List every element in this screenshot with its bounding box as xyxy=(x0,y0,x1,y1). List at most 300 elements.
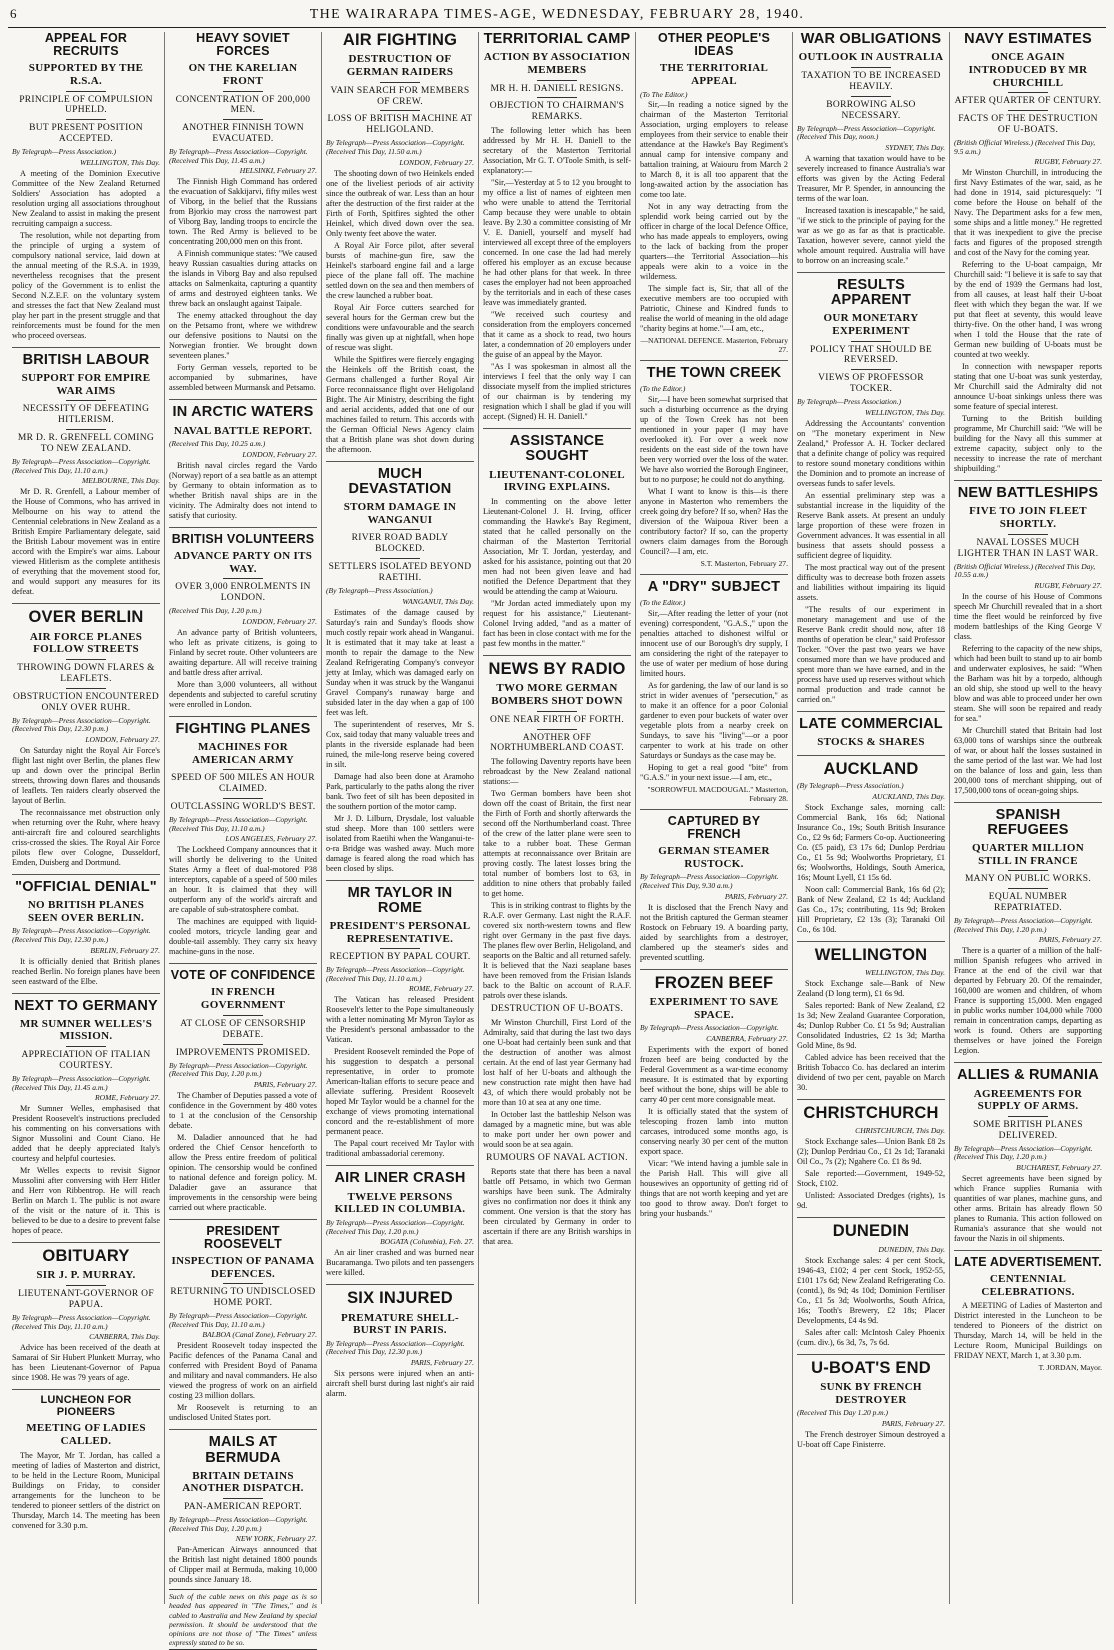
article-paragraph: What I want to know is this—is there anyone in Masterton who remembers the creek going dry before? If so, when? Has the diversion of the Waipoua River been a contributory factor? If so, can the property owners claim damages from the Borough Council?—I am, etc. xyxy=(640,487,788,556)
article-credit: (To The Editor.) xyxy=(640,89,688,99)
deck-rule xyxy=(1008,870,1048,871)
article-body xyxy=(169,1091,317,1213)
deck-rule xyxy=(66,400,106,401)
article-paragraph: In October last the battleship Nelson was damaged by a magnetic mine, but was able to make port under her own power and would soon be at sea again. xyxy=(483,1110,631,1150)
article-body xyxy=(797,979,945,1093)
article-headline: CAPTURED BY FRENCH xyxy=(667,813,761,841)
article-credit: By Telegraph—Press Association—Copyright. (Received This Day, 1.20 p.m.) xyxy=(954,1143,1093,1162)
article-paragraph: The resolution, while not departing from the principle of urging a system of compulsory national service, laid down at the annual meeting of the R.S.A. in 1939, nevertheless recognises that the present policy of the Government is to enlist the Second N.Z.E.F. on the voluntary system and stresses the fact that New Zealand must play her part in the present struggle and that reinforcements must be found for the men who proceed overseas. xyxy=(12,230,160,340)
article xyxy=(797,711,945,749)
article-credit: (To the Editor.) xyxy=(640,598,686,608)
deck-rule xyxy=(223,91,263,92)
article-headline: NAVY ESTIMATES xyxy=(964,31,1092,47)
article-body xyxy=(169,845,317,957)
article-paragraph: Damage had also been done at Aramoho Park, particularly to the paths along the river bank. Two feet of silt has been deposited in the southern portion of the motor camp. xyxy=(326,771,474,811)
article-paragraph: Addressing the Accountants' convention on "The monetary experiment in New Zealand," Professor A. H. Tocker declared that a definite change of policy was required to restore sound monetary conditions within the Dominion and to promote an increase of overseas funds to safer levels. xyxy=(797,418,945,488)
article-deck: TWELVE PERSONS KILLED IN COLUMBIA. xyxy=(334,1190,466,1216)
article-subhead: RUMOURS OF NAVAL ACTION. xyxy=(486,1153,628,1164)
article-dateline: WANGANUI, This Day. xyxy=(402,596,474,606)
article-dateline: BUCHAREST, February 27. xyxy=(1016,1163,1102,1173)
article-deck: MR SUMNER WELLES'S MISSION. xyxy=(19,1017,153,1043)
article-deck: RECEPTION BY PAPAL COURT. xyxy=(329,952,471,963)
deck-rule xyxy=(851,67,891,68)
article-credit: By Telegraph—Press Association—Copyright. (Received This Day, 11.45 a.m.) xyxy=(12,1073,151,1092)
article-headline: SPANISH REFUGEES xyxy=(987,806,1069,838)
article-body xyxy=(954,168,1102,474)
deck-rule xyxy=(1008,534,1048,535)
article-deck: STORM DAMAGE IN WANGANUI xyxy=(343,500,457,526)
article-paragraph: There is a quarter of a million of the half-million Spanish refugees who arrived in France at the end of the civil war that departed by February 20. Of the remainder, 160,000 are women and children, of whom France is supporting 15,000. Men engaged in public works number 104,000 while 7000 remain in concentration camps, departing as work is found. Others are supporting themselves or have joined the Foreign Legion. xyxy=(954,946,1102,1056)
article-paragraph: Mr Welles expects to revisit Signor Mussolini after conversing with Herr Hitler and Herr von Ribbentrop. He will reach Berlin on March 1. The public is not aware of the visit or the nature of it. This is believed to be due to a desire to prevent false hopes of peace. xyxy=(12,1166,160,1236)
article-headline: LATE COMMERCIAL xyxy=(799,715,943,732)
article-credit: By Telegraph—Press Association—Copyright. (Received This Day, 11.10 a.m.) xyxy=(12,457,151,475)
article-credit: By Telegraph—Press Association—Copyright. (Received This Day, 11.45 a.m.) xyxy=(169,147,308,165)
deck-rule xyxy=(223,1015,263,1016)
article-paragraph: A meeting of the Dominion Executive Committee of the New Zealand Returned Soldiers' Association has adopted a resolution urging all associations throughout New Zealand to assist in making the present recruiting campaign a success. xyxy=(12,168,160,228)
newspaper-columns xyxy=(8,31,1106,1647)
article-paragraph: "Mr Jordan acted immediately upon my request for his assistance," Lieutenant-Colonel Irving added, "and as a matter of fact has been in close contact with me for the past few months in the matter." xyxy=(483,598,631,648)
article-dateline: PARIS, February 27. xyxy=(410,1358,474,1368)
article-signature: S.T. Masterton, February 27. xyxy=(700,559,788,568)
article-headline: AUCKLAND xyxy=(823,759,919,778)
article-body xyxy=(169,628,317,710)
article-headline: WELLINGTON xyxy=(814,945,928,964)
article-credit: (To the Editor.) xyxy=(640,384,686,394)
article-headline: MUCH DEVASTATION xyxy=(348,465,452,497)
article-paragraph: Mr D. R. Grenfell, a Labour member of the House of Commons, who has arrived in Melbourne on his way to attend the Centennial celebrations in New Zealand as a British Empire Parliamentary delegate, said the British Labour movement was in entire accord with the Empire's war aims. Labour viewed Hitlerism as the complete antithesis of everything that the movement stood for, and would support any measures for its defeat. xyxy=(12,487,160,597)
article-headline: AIR LINER CRASH xyxy=(334,1170,466,1187)
article-body xyxy=(483,126,631,422)
article-headline: AIR FIGHTING xyxy=(342,31,458,49)
article-paragraph: The simple fact is, Sir, that all of the executive members are too occupied with Patriotic, Chinese and Kindred funds to realise the world of meaning in the old adage "charity begins at home."—I am, etc., xyxy=(640,284,788,334)
article-credit: By Telegraph—Press Association—Copyright. (Received This Day, 11.50 a.m.) xyxy=(326,138,465,156)
article-credit: By Telegraph—Press Association—Copyright. (Received This Day, 12.30 p.m.) xyxy=(12,926,151,944)
article-paragraph: It is officially stated that the system of telescoping frozen lamb into mutton carcases, introduced some months ago, is conserving nearly 30 per cent of the mutton export space. xyxy=(640,1106,788,1156)
article-deck: MANY ON PUBLIC WORKS. xyxy=(964,874,1092,885)
article-deck: SIR J. P. MURRAY. xyxy=(36,1269,136,1282)
article-body xyxy=(12,487,160,597)
article-credit: (Received This Day, 1.20 p.m.) xyxy=(169,606,262,616)
article-body xyxy=(640,609,788,783)
masthead-title: THE WAIRARAPA TIMES-AGE, WEDNESDAY, FEBRUARY 28, 1940. xyxy=(309,7,805,22)
article-paragraph: Stock Exchange sales, morning call: Commercial Bank, 16s 6d; National Insurance Co., 19s; South British Insurance Co., £2 9s 6d; Farmers Co-op. Auctioneering Co. (£5 paid), £3 17s 6d; Dunlop Perdriau Co., £1 5s 9d; Woolworths Proprietary, £1 6s; Woolworths, Holdings, South America, 16s; Mount Lyell, £1 15s 6d. xyxy=(797,802,945,882)
article-deck: RETURNING TO UNDISCLOSED HOME PORT. xyxy=(170,1287,316,1309)
article-paragraph: A Finnish communique states: "We caused heavy Russian casualties during attacks on the islands in Viborg Bay and also repulsed attacks on Salmenkaita, capturing a quantity of arms and destroyed eighteen tanks. We threw back an onslaught against Taipale. xyxy=(169,249,317,309)
article-dateline: ROME, February 27. xyxy=(95,1093,160,1103)
article-paragraph: A Royal Air Force pilot, after several bursts of machine-gun fire, saw the Heinkel's starboard engine fail and a large piece of the plane fall off. The machine settled down on the sea and then members of the crew launched a rubber boat. xyxy=(326,240,474,300)
article-body xyxy=(640,903,788,963)
deck-rule xyxy=(66,429,106,430)
article-body xyxy=(12,957,160,987)
article xyxy=(640,809,788,963)
article-paragraph: In commenting on the above letter Lieutenant-Colonel J. H. Irving, officer commanding the Hawke's Bay Regiment, stated that he called personally on the chairman of the Masterton Territorial Association, Mr T. Jordan, yesterday, and asked for his assistance, pointing out that 20 men had not been given leave and had notified the Defence Department that they would be attending the camp at Waiouru. xyxy=(483,496,631,596)
article-paragraph: The following Daventry reports have been rebroadcast by the New Zealand national stations:— xyxy=(483,757,631,787)
article-credit: (By Telegraph—Press Association.) xyxy=(326,585,433,595)
deck-rule xyxy=(380,558,420,559)
article-deck: QUARTER MILLION STILL IN FRANCE xyxy=(972,842,1084,867)
article-body xyxy=(326,1248,474,1278)
article-headline: DUNEDIN xyxy=(832,1222,910,1241)
article-body xyxy=(169,1545,317,1585)
column xyxy=(793,32,950,1604)
article-body xyxy=(954,946,1102,1056)
article xyxy=(797,755,945,935)
article-body xyxy=(169,1341,317,1423)
article-paragraph: An air liner crashed and was burned near Bucaramanga. Two pilots and ten passengers were killed. xyxy=(326,1248,474,1278)
article-paragraph: Unlisted: Associated Dredges (rights), 1s 9d. xyxy=(797,1191,945,1211)
article-paragraph: Vicar: "We intend having a jumble sale in the Parish Hall. This will give all housewives an opportunity of getting rid of things that are not worth keeping and yet are too good to throw away. Don't forget to bring your husbands." xyxy=(640,1158,788,1218)
article-deck: OVER 3,000 ENROLMENTS IN LONDON. xyxy=(175,582,311,604)
article-dateline: CANBERRA, February 27. xyxy=(706,1033,788,1043)
article-deck: NAVAL LOSSES MUCH LIGHTER THAN IN LAST WAR. xyxy=(957,537,1099,559)
article xyxy=(169,963,317,1212)
article-headline: PRESIDENT ROOSEVELT xyxy=(204,1223,282,1251)
article-paragraph: In the course of his House of Commons speech Mr Churchill revealed that in a short time the fleet would be reinforced by five modern battleships of the King George V class. xyxy=(954,591,1102,641)
article xyxy=(169,32,317,393)
article-deck: NO BRITISH PLANES SEEN OVER BERLIN. xyxy=(27,899,145,924)
article-headline: MAILS AT BERMUDA xyxy=(205,1434,281,1466)
deck-rule xyxy=(380,110,420,111)
article xyxy=(12,993,160,1237)
article-dateline: BERLIN, February 27. xyxy=(90,945,160,955)
article xyxy=(954,480,1102,796)
column xyxy=(479,32,636,1604)
article-credit: By Telegraph—Press Association—Copyright. (Received This Day, 11.10 a.m.) xyxy=(12,1312,151,1331)
article-headline: "OFFICIAL DENIAL" xyxy=(15,878,157,895)
deck-rule xyxy=(66,1046,106,1047)
article-paragraph: The Vatican has released President Roosevelt's letter to the Pope simultaneously with a letter nominating Mr Myron Taylor as the President's personal ambassador to the Vatican. xyxy=(326,995,474,1045)
article-headline: A "DRY" SUBJECT xyxy=(647,579,781,595)
article-paragraph: The most practical way out of the present difficulty was to decrease both frozen assets and liabilities without impairing its liquid assets. xyxy=(797,562,945,602)
article-body xyxy=(954,1301,1102,1361)
article-body xyxy=(12,1104,160,1236)
article-dateline: LONDON, February 27. xyxy=(242,616,317,626)
article-deck: THE TERRITORIAL APPEAL xyxy=(659,62,769,87)
article-credit: By Telegraph—Press Association—Copyright. (Received This Day, 1.20 p.m.) xyxy=(169,1060,308,1079)
article xyxy=(483,655,631,1247)
article-headline: ALLIES & RUMANIA xyxy=(957,1067,1099,1084)
article xyxy=(797,272,945,705)
article-paragraph: While the Spitfires were fiercely engaging the Heinkels off the British coast, the Germans challenged a further Royal Air Force reconnaissance flight over Heligoland Bight. The Air Ministry, describing the fight and aerial accidents, added that one of our machines failed to return. This accords with the German Official News Agency claim that a British plane was shot down during the afternoon. xyxy=(326,354,474,454)
article-paragraph: An essential preliminary step was a substantial increase in the liquidity of the Reserve Bank assets. At present an unduly large proportion of these were frozen in Government advances. It was essential in all business that assets should possess a sufficient degree of liquidity. xyxy=(797,490,945,560)
article-deck: INSPECTION OF PANAMA DEFENCES. xyxy=(171,1255,315,1280)
article-paragraph: British naval circles regard the Vardo (Norway) report of a sea battle as an attempt by Germany to obtain information as to whether British naval ships are in the vicinity. The Admiralty does not intend to satisfy that curiosity. xyxy=(169,460,317,520)
article-dateline: BALBOA (Canal Zone), February 27. xyxy=(202,1330,317,1340)
article-paragraph: Sale reported:—Government, 1949-52, Stock, £102. xyxy=(797,1169,945,1189)
article-deck: PAN-AMERICAN REPORT. xyxy=(184,1502,302,1513)
article-paragraph: "As I was spokesman in almost all the interviews I feel that the only way I can dissociate myself from the implied strictures of our chairman is by tendering my resignation which I shall be glad if you will accept. (Signed) H. H. Daniell." xyxy=(483,362,631,422)
article-headline: BRITISH VOLUNTEERS xyxy=(171,531,315,546)
article-deck: DESTRUCTION OF GERMAN RAIDERS xyxy=(346,53,454,78)
article xyxy=(326,32,474,455)
article-credit: By Telegraph—Press Association.) xyxy=(797,397,902,407)
article-paragraph: Referring to the U-boat campaign, Mr Churchill said: "I believe it is safe to say that by the end of 1939 the Germans had lost, from all causes, at least half their U-boat fleet with which they began the war. If we put that fleet at seventy, this would leave thirty-five. On the other hand, I was wrong when I told the House that the rate of German new building of U-boats must be counted at two weekly. xyxy=(954,260,1102,360)
article-paragraph: Mr Winston Churchill, First Lord of the Admiralty, said that during the last two days one U-boat had certainly been sunk and that the destruction of another was almost certain. At the end of last year Germany had lost half of her U-boats and although the new construction rate might then have had 43, of which there would probably not be more than 10 at sea at any one time. xyxy=(483,1018,631,1108)
article-body xyxy=(483,757,631,1247)
article-deck: AT CLOSE OF CENSORSHIP DEBATE. xyxy=(180,1018,306,1040)
deck-rule xyxy=(851,369,891,370)
deck-rule xyxy=(380,529,420,530)
deck-rule xyxy=(66,1285,106,1286)
article xyxy=(954,1062,1102,1244)
article-paragraph: Turning to the British building programme, Mr Churchill said: "We will be building for the Navy all this summer at extreme capacity, subject only to the necessity to increase the rate of merchant shipbuilding." xyxy=(954,414,1102,474)
article-paragraph: Increased taxation is inescapable," he said, "if we stick to the principle of paying for the war as we go as far as that is practicable. Taxation, however severe, cannot yield the whole amount required. Australia will have to borrow on an increasing scale." xyxy=(797,205,945,265)
article-deck: RIVER ROAD BADLY BLOCKED. xyxy=(351,533,449,555)
article-paragraph: Mr J. D. Lilburn, Drysdale, lost valuable stud sheep. More than 100 settlers were isolated from Raetihi when the Wanganui-te-o-ra Bridge was washed away. Much more damage is feared along the road which has been closed by slips. xyxy=(326,813,474,873)
article-deck: PRINCIPLE OF COMPULSION UPHELD. xyxy=(19,94,153,116)
article-paragraph: Sales after call: McIntosh Caley Phoenix (cum. div.), 6s 3d, 7s, 7s 6d. xyxy=(797,1327,945,1347)
article-dateline: HELSINKI, February 27. xyxy=(239,166,317,176)
article-headline: WAR OBLIGATIONS xyxy=(800,31,942,47)
article xyxy=(169,716,317,958)
masthead xyxy=(8,6,1106,28)
deck-rule xyxy=(66,91,106,92)
article-body xyxy=(326,1369,474,1399)
article-paragraph: Mr Churchill stated that Britain had lost 63,000 tons of warships since the outbreak of war, or about half the losses sustained in the same period of the last war. We had lost on the balance of loss and gain, less than 200,000 tons of merchant shipping, out of 17,500,000 tons of ocean-going ships. xyxy=(954,725,1102,795)
article-body xyxy=(169,177,317,393)
article-paragraph: Cabled advice has been received that the British Tobacco Co. has declared an interim dividend of two per cent, payable on March 30. xyxy=(797,1052,945,1092)
article-credit: By Telegraph—Press Association—Copyright. (Received This Day, 1.20 p.m.) xyxy=(326,1217,465,1236)
article-deck: LOSS OF BRITISH MACHINE AT HELIGOLAND. xyxy=(327,114,473,136)
page-number: 6 xyxy=(10,6,17,21)
article-body xyxy=(797,419,945,705)
article-paragraph: Referring to the capacity of the new ships, which had been built to stand up to air bomb and underwater explosives, he said: "When the Barham was hit by a torpedo, although an old ship, she stood up well to the heavy blow and was able to proceed under her own steam. She will soon be repaired and ready for sea." xyxy=(954,643,1102,723)
article-dateline: SYDNEY, This Day. xyxy=(885,142,945,152)
article xyxy=(797,1099,945,1211)
article-deck: LIEUTENANT-COLONEL IRVING EXPLAINS. xyxy=(489,468,625,494)
article-credit: By Telegraph—Press Association—Copyright. (Received This Day, 11.10 a.m.) xyxy=(169,815,308,833)
article-paragraph: An advance party of British volunteers, who left as private citizens, is going to Finland by secret route. Other volunteers are awaiting departure. All will receive training and battle dress after arrival. xyxy=(169,627,317,677)
article-deck: FACTS OF THE DESTRUCTION OF U-BOATS. xyxy=(958,114,1098,135)
article-deck: VAIN SEARCH FOR MEMBERS OF CREW. xyxy=(330,85,470,107)
article-paragraph: Mr Winston Churchill, in introducing the first Navy Estimates of the war, said, as he had done in 1914, said picturesquely: "I come before the House on behalf of the Navy. The Department asks for a few men, some ships and a little money." He regretted that it was inexpedient to give the precise facts and figures of the proposed strength and cost of the Navy for the coming year. xyxy=(954,168,1102,258)
article xyxy=(12,347,160,597)
article-headline: HEAVY SOVIET FORCES xyxy=(196,31,290,59)
article-deck: TWO MORE GERMAN BOMBERS SHOT DOWN xyxy=(491,682,623,707)
article-paragraph: Sir,—In reading a notice signed by the chairman of the Masterton Territorial Association, urging employers to release employees from their service to enable their attendance at the Hawke's Bay Regiment's annual camp for intensive company and battalion training, at Waiouru from March 2 to March 8, it is all too apparent that the long-awaited action by the association has come too late. xyxy=(640,100,788,200)
article-credit: By Telegraph—Press Association—Copyright. (Received This Day, 1.20 p.m.) xyxy=(954,916,1093,934)
article-headline: ASSISTANCE SOUGHT xyxy=(509,433,605,465)
article-deck: MACHINES FOR AMERICAN ARMY xyxy=(192,741,294,766)
article-body xyxy=(12,1451,160,1531)
article xyxy=(640,32,788,354)
article-body xyxy=(954,1174,1102,1244)
article-dateline: ROME, February 27. xyxy=(409,984,474,994)
article-paragraph: "Sir,—Yesterday at 5 to 12 you brought to my office a list of names of eighteen men who were unable to attend the Territorial Camp because they were unable to obtain leave. By 2.30 a committee consisting of Mr V. E. Daniell, yourself and myself had interviewed all except three of the employers concerned. In one case the lad had merely offered his employer as an excuse because he had other plans for that week. In three cases the employer had not been approached by the territorials and in each of these cases leave was immediately granted. xyxy=(483,178,631,308)
article-headline: TERRITORIAL CAMP xyxy=(483,31,631,47)
article-paragraph: Reports state that there has been a naval battle off Petsamo, in which two German warships have been sunk. The Admiralty gives no confirmation nor does it think any comment. One version is that the story has been circulated by Germany in order to ascertain if there are any British warships in that area. xyxy=(483,1167,631,1247)
article-subhead: DESTRUCTION OF U-BOATS. xyxy=(490,1004,624,1015)
article-body xyxy=(12,746,160,868)
article-headline: OTHER PEOPLE'S IDEAS xyxy=(657,31,771,59)
article-body xyxy=(954,592,1102,796)
article-body xyxy=(326,608,474,874)
article-dateline: LONDON, February 27. xyxy=(85,734,160,744)
article-headline: THE TOWN CREEK xyxy=(646,365,782,382)
deck-rule xyxy=(223,1044,263,1045)
article xyxy=(12,32,160,341)
article-dateline: WELLINGTON, This Day. xyxy=(79,157,160,167)
article-body xyxy=(797,1430,945,1450)
article-paragraph: More than 3,000 volunteers, all without dependents and subjected to careful scrutiny were enrolled in London. xyxy=(169,679,317,709)
article-credit: (Received This Day 1.20 p.m.) xyxy=(797,1408,889,1418)
article-paragraph: Sales reported: Bank of New Zealand, £2 1s 3d; New Zealand Guarantee Corporation, 4s; Dunlop Rubber Co. £1 5s 9d; Australian Consolidated Industries, £2 1s 3d; Martha Gold Mine, 8s 9d. xyxy=(797,1000,945,1050)
article xyxy=(640,969,788,1219)
article xyxy=(797,1354,945,1450)
article-deck: ACTION BY ASSOCIATION MEMBERS xyxy=(483,51,631,76)
article-deck: CENTENNIAL CELEBRATIONS. xyxy=(981,1273,1075,1298)
article-body xyxy=(12,1343,160,1383)
article xyxy=(483,428,631,649)
deck-rule xyxy=(223,1498,263,1499)
article-paragraph: President Roosevelt reminded the Pope of his suggestion to despatch a personal representative, in order to promote American-Italian efforts to secure peace and alleviate suffering. President Roosevelt hoped Mr Taylor would be a channel for the exchange of views promoting international concord and the re-establishment of more permanent peace. xyxy=(326,1047,474,1137)
deck-rule xyxy=(223,119,263,120)
article-deck: SOME BRITISH PLANES DELIVERED. xyxy=(973,1119,1083,1141)
article-deck: THROWING DOWN FLARES & LEAFLETS. xyxy=(17,662,155,684)
article-headline: FIGHTING PLANES xyxy=(175,720,311,737)
article-headline: APPEAL FOR RECRUITS xyxy=(44,31,128,59)
article-deck: ANOTHER FINNISH TOWN EVACUATED. xyxy=(182,123,304,145)
article-headline: RESULTS APPARENT xyxy=(830,276,912,309)
article-paragraph: The Chamber of Deputies passed a vote of confidence in the Government by 480 votes to 1 at the conclusion of the Censorship debate. xyxy=(169,1090,317,1130)
article-paragraph: The following letter which has been addressed by Mr H. H. Daniell to the secretary of the Masterton Territorial Association, Mr G. T. O'Toole Smith, is self-explanatory:— xyxy=(483,126,631,176)
article-body xyxy=(169,461,317,521)
article-body xyxy=(797,154,945,266)
article-deck: OUTCLASSING WORLD'S BEST. xyxy=(170,802,316,813)
article-signature: "SORROWFUL MACDOUGAL." Masterton, February 28. xyxy=(647,784,788,803)
article-body xyxy=(12,169,160,341)
article-body xyxy=(326,169,474,455)
article xyxy=(12,603,160,868)
article-deck: TAXATION TO BE INCREASED HEAVILY. xyxy=(801,70,941,92)
deck-rule xyxy=(1008,1116,1048,1117)
article-deck: POLICY THAT SHOULD BE REVERSED. xyxy=(810,344,932,366)
article-deck: AGREEMENTS FOR SUPPLY OF ARMS. xyxy=(973,1087,1083,1113)
article-paragraph: Advice has been received of the death at Samarai of Sir Hubert Plunkett Murray, who has been Lieutenant-Governor of Papua since 1908. He was 79 years of age. xyxy=(12,1343,160,1383)
article-paragraph: The Papal court received Mr Taylor with traditional ambassadorial ceremony. xyxy=(326,1139,474,1159)
deck-rule xyxy=(223,1283,263,1284)
article-credit: (Received This Day, 10.25 a.m.) xyxy=(169,439,266,449)
article-paragraph: The enemy attacked throughout the day on the Petsamo front, where we withdrew our defensive positions to Nautsi on the Norwegian frontier. We brought down seventeen planes." xyxy=(169,311,317,361)
article-paragraph: The Lockheed Company announces that it will shortly be delivering to the United States Army a fleet of dual-motored P38 interceptors, capable of a speed of 500 miles an hour. It is claimed that they will outperform any of the world's aircraft and are capable of sub-stratosphere combat. xyxy=(169,845,317,915)
article-credit: By Telegraph—Press Association—Copyright. xyxy=(640,1023,779,1033)
article-paragraph: This is in striking contrast to flights by the R.A.F. over Germany. Last night the R.A.F. covered six north-western towns and flew right over Germany in the past five days. The planes flew over Berlin, Heligoland, and seaports on the Baltic and all returned safely. It is believed that the Nazi seaplane bases have been removed from the Frisian Islands back to the Baltic on account of R.A.F. patrols over these islands. xyxy=(483,901,631,1001)
article-paragraph: Hoping to get a real good "bite" from "G.A.S." in your next issue.—I am, etc., xyxy=(640,762,788,782)
article-deck: NAVAL BATTLE REPORT. xyxy=(173,424,313,437)
article-paragraph: It is disclosed that the French Navy and not the British captured the German steamer Rostock on February 19. A boarding party, aided by searchlights from a destroyer, clambered up the steamer's sides and prevented scuttling. xyxy=(640,902,788,962)
article-credit: (British Official Wireless.) (Received This Day, 9.5 a.m.) xyxy=(954,137,1096,156)
article xyxy=(797,1217,945,1347)
article-deck: IN FRENCH GOVERNMENT xyxy=(200,986,286,1012)
article xyxy=(326,461,474,874)
article-deck: AFTER QUARTER OF CENTURY. xyxy=(954,96,1102,107)
deck-rule xyxy=(380,82,420,83)
article-deck: OBSTRUCTION ENCOUNTERED ONLY OVER RUHR. xyxy=(13,691,159,713)
article-body xyxy=(483,497,631,649)
article xyxy=(640,574,788,803)
deck-rule xyxy=(537,711,577,712)
article-deck: EQUAL NUMBER REPATRIATED. xyxy=(988,892,1068,914)
article-deck: FIVE TO JOIN FLEET SHORTLY. xyxy=(969,505,1087,531)
article-paragraph: Not in any way detracting from the splendid work being carried out by the officer in charge of the local Defence Office, who has made appeals to employers, owing to the lack of backing from the proper quarters—the Territorial Association—his appeals were akin to a voice in the wilderness. xyxy=(640,202,788,282)
article xyxy=(12,1389,160,1530)
article-headline: SIX INJURED xyxy=(347,1289,453,1308)
article-dateline: RUGBY, February 27. xyxy=(1034,580,1102,590)
article-deck: LIEUTENANT-GOVERNOR OF PAPUA. xyxy=(18,1289,154,1311)
article xyxy=(483,32,631,422)
article-dateline: WELLINGTON, This Day. xyxy=(864,407,945,417)
article-dateline: LONDON, February 27. xyxy=(242,449,317,459)
article xyxy=(12,1242,160,1383)
article-deck: BRITAIN DETAINS ANOTHER DISPATCH. xyxy=(182,1469,304,1495)
deck-rule xyxy=(537,80,577,81)
article xyxy=(326,1284,474,1399)
article-body xyxy=(640,1045,788,1219)
article xyxy=(954,32,1102,474)
article-dateline: PARIS, February 27. xyxy=(881,1418,945,1428)
article-dateline: LONDON, February 27. xyxy=(399,157,474,167)
article-paragraph: Experiments with the export of boned frozen beef are being conducted by the Federal Government as a war-time economy measure. It is estimated that by exporting beef without the bone, ships will be able to carry 40 per cent more consignable meat. xyxy=(640,1044,788,1104)
article-dateline: PARIS, February 27. xyxy=(253,1079,317,1089)
article-credit: By Telegraph—Press Association—Copyright. (Received This Day, noon.) xyxy=(797,123,936,142)
article-paragraph: Sir,—After reading the letter of your (not evening) correspondent, "G.A.S.," upon the penalties attached to dishonest wilful or innocent use of our Borough's dry supply, I am considering the right of the ratepayer to the use of water per medium of hose during limited hours. xyxy=(640,608,788,678)
article-headline: BRITISH LABOUR xyxy=(22,351,150,368)
article-dateline: DUNEDIN, This Day. xyxy=(878,1244,945,1254)
article-deck: MR D. R. GRENFELL COMING TO NEW ZEALAND. xyxy=(17,433,155,455)
article-headline: MR TAYLOR IN ROME xyxy=(347,884,453,916)
article-paragraph: It is officially denied that British planes reached Berlin. No foreign planes have been seen eastward of the Elbe. xyxy=(12,956,160,986)
article-paragraph: M. Daladier announced that he had ordered the Chief Censor henceforth to allow the Press entire freedom of political opinion. The censorship would be confined to national defence and foreign policy. M. Daladier gave an assurance that improvements in the censorship were being carried out where practicable. xyxy=(169,1132,317,1212)
article-deck: SUNK BY FRENCH DESTROYER xyxy=(820,1380,922,1406)
article-paragraph: The shooting down of two Heinkels ended one of the liveliest periods of air activity since the outbreak of war. Less than an hour after the destruction of the first raider at the Firth of Forth, Spitfires sighted the other Heinkel, which dived down over the sea. Only twenty feet above the water. xyxy=(326,168,474,238)
article-signature: —NATIONAL DEFENCE. Masterton, February 27. xyxy=(640,336,788,355)
article-headline: FROZEN BEEF xyxy=(654,973,774,992)
article-headline: NEW BATTLESHIPS xyxy=(957,485,1099,502)
article-headline: NEWS BY RADIO xyxy=(488,659,626,678)
deck-rule xyxy=(1008,110,1048,111)
deck-rule xyxy=(537,97,577,98)
article-credit: (British Official Wireless.) (Received This Day, 10.55 a.m.) xyxy=(954,561,1096,580)
article-paragraph: "The results of our experiment in monetary management and use of the Reserve Bank credit should now, after 18 months of operation be clear," said Professor Tocker. "Over the past two years we have consumed more than we have produced and spent more than we have earned, and in the process have used up reserves without which normal production and trade cannot be carried on." xyxy=(797,604,945,704)
article-dateline: MELBOURNE, This Day. xyxy=(81,476,160,486)
article-dateline: PARIS, February 27. xyxy=(724,891,788,901)
article-credit: By Telegraph—Press Association—Copyright. (Received This Day, 1.20 p.m.) xyxy=(169,1515,308,1533)
article xyxy=(797,32,945,266)
article xyxy=(640,360,788,568)
article-deck: MEETING OF LADIES CALLED. xyxy=(26,1422,146,1447)
column xyxy=(322,32,479,1604)
article xyxy=(326,880,474,1160)
deck-rule xyxy=(1008,888,1048,889)
article-dateline: RUGBY, February 27. xyxy=(1034,157,1102,167)
deck-rule xyxy=(223,769,263,770)
article-deck: SPEED OF 500 MILES AN HOUR CLAIMED. xyxy=(171,773,315,795)
article-deck: AIR FORCE PLANES FOLLOW STREETS xyxy=(29,630,143,656)
copyright-note: Such of the cable news on this page as is so headed has appeared in "The Times," and is cabled to Australia and New Zealand by special permission. It should be understood that the opinions are not those of "The Times" unless expressly stated to be so. xyxy=(169,1589,317,1650)
article-credit: By Telegraph—Press Association.) xyxy=(12,147,117,157)
article-paragraph: The Finnish High Command has ordered the evacuation of Sakkijarvi, fifty miles west of Viborg, in the belief that the Russians from Bjorkio may cross the narrowest part of Viborg Bay, landing troops to encircle the town. The Red Army is believed to be concentrating 200,000 men on this front. xyxy=(169,177,317,247)
article xyxy=(797,941,945,1093)
deck-rule xyxy=(380,948,420,949)
article-credit: By Telegraph—Press Association—Copyright. (Received This Day, 12.30 p.m.) xyxy=(326,1338,465,1357)
deck-rule xyxy=(223,798,263,799)
article-credit: (By Telegraph—Press Association.) xyxy=(797,781,904,790)
article-deck: OBJECTION TO CHAIRMAN'S REMARKS. xyxy=(489,101,625,123)
article-paragraph: Noon call: Commercial Bank, 16s 6d (2); Bank of New Zealand, £2 1s 4d; Auckland Gas Co., 17s; contributing, 11s 9d; Broken Hill Proprietary, £2 13s (3); Taranaki Oil Co., 6s 10d. xyxy=(797,884,945,934)
article-credit: By Telegraph—Press Association—Copyright. (Received This Day, 12.30 p.m.) xyxy=(12,715,151,734)
article-signature: T. JORDAN, Mayor. xyxy=(1038,1363,1102,1373)
column xyxy=(950,32,1106,1604)
